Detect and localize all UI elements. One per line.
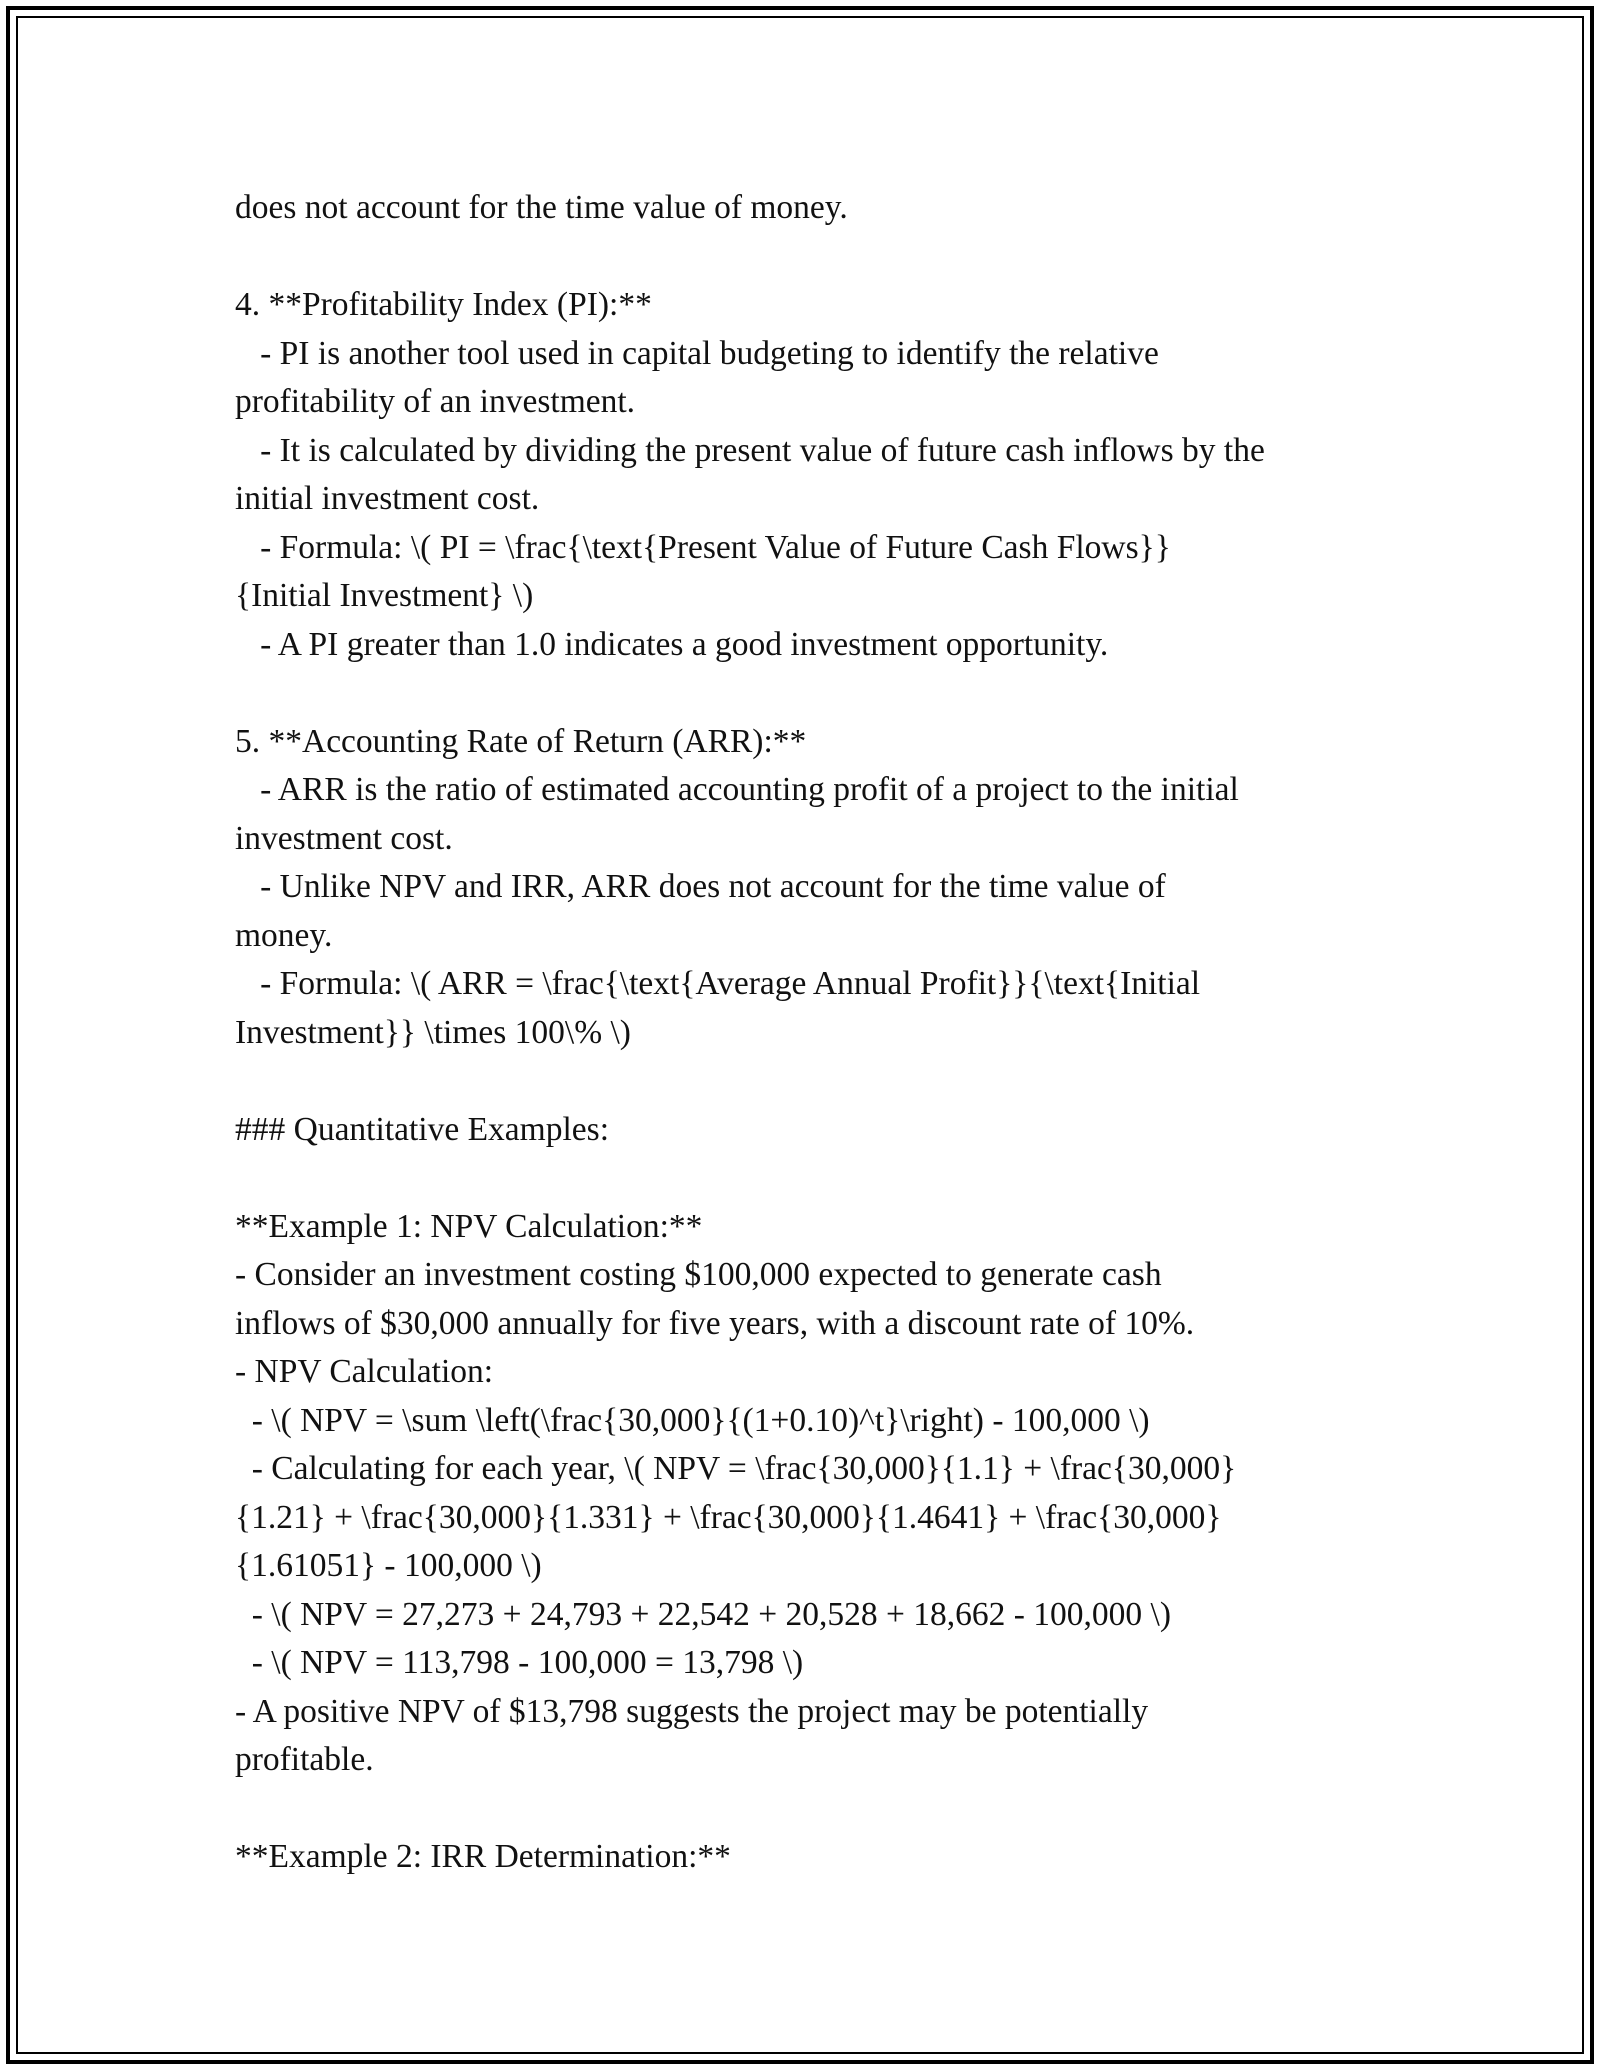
formula-line: - Formula: \( ARR = \frac{\text{Average Annual Profit}}{\text{Initial <box>235 965 1201 1002</box>
blank-line <box>235 669 1375 718</box>
text-line: does not account for the time value of money. <box>235 189 848 226</box>
text-line: inflows of $30,000 annually for five years, with a discount rate of 10%. <box>235 1304 1195 1342</box>
formula-line: - \( NPV = 27,273 + 24,793 + 22,542 + 20,528 + 18,662 - 100,000 \) <box>235 1595 1171 1633</box>
text-line: - ARR is the ratio of estimated accounting profit of a project to the initial <box>235 771 1239 808</box>
text-line: - A positive NPV of $13,798 suggests the project may be potentially <box>235 1692 1149 1730</box>
text-line: - Consider an investment costing $100,000 expected to generate cash <box>235 1256 1162 1293</box>
formula-line: Investment}} \times 100\% \) <box>235 1013 631 1051</box>
blank-line <box>235 233 1375 282</box>
formula-line: {1.21} + \frac{30,000}{1.331} + \frac{30,000}{1.4641} + \frac{30,000} <box>235 1498 1222 1536</box>
text-line: profitable. <box>235 1741 374 1778</box>
text-line: - It is calculated by dividing the present value of future cash inflows by the <box>235 431 1265 469</box>
text-line: profitability of an investment. <box>235 383 636 420</box>
text-line: - NPV Calculation: <box>235 1353 494 1390</box>
section-heading-arr: 5. **Accounting Rate of Return (ARR):** <box>235 722 807 760</box>
example-heading-npv: **Example 1: NPV Calculation:** <box>235 1207 703 1245</box>
document-body <box>235 184 1375 1882</box>
text-line: - A PI greater than 1.0 indicates a good investment opportunity. <box>235 625 1109 663</box>
formula-line: - Formula: \( PI = \frac{\text{Present Value of Future Cash Flows}} <box>235 528 1171 566</box>
text-line: - PI is another tool used in capital budgeting to identify the relative <box>235 334 1159 372</box>
example-heading-irr: **Example 2: IRR Determination:** <box>235 1838 731 1875</box>
blank-line <box>235 1057 1375 1106</box>
text-line: - Unlike NPV and IRR, ARR does not account for the time value of <box>235 868 1166 905</box>
formula-line: {Initial Investment} \) <box>235 577 534 614</box>
blank-line <box>235 1154 1375 1203</box>
text-line: money. <box>235 916 333 954</box>
blank-line <box>235 1785 1375 1834</box>
formula-line: - \( NPV = \sum \left(\frac{30,000}{(1+0.10)^t}\right) - 100,000 \) <box>235 1401 1150 1439</box>
section-heading-quantitative-examples: ### Quantitative Examples: <box>235 1110 609 1148</box>
formula-line: {1.61051} - 100,000 \) <box>235 1547 542 1584</box>
text-line: initial investment cost. <box>235 480 540 517</box>
section-heading-profitability-index: 4. **Profitability Index (PI):** <box>235 286 652 323</box>
formula-line: - \( NPV = 113,798 - 100,000 = 13,798 \) <box>235 1644 804 1681</box>
text-line: investment cost. <box>235 819 453 857</box>
formula-line: - Calculating for each year, \( NPV = \frac{30,000}{1.1} + \frac{30,000} <box>235 1450 1237 1487</box>
